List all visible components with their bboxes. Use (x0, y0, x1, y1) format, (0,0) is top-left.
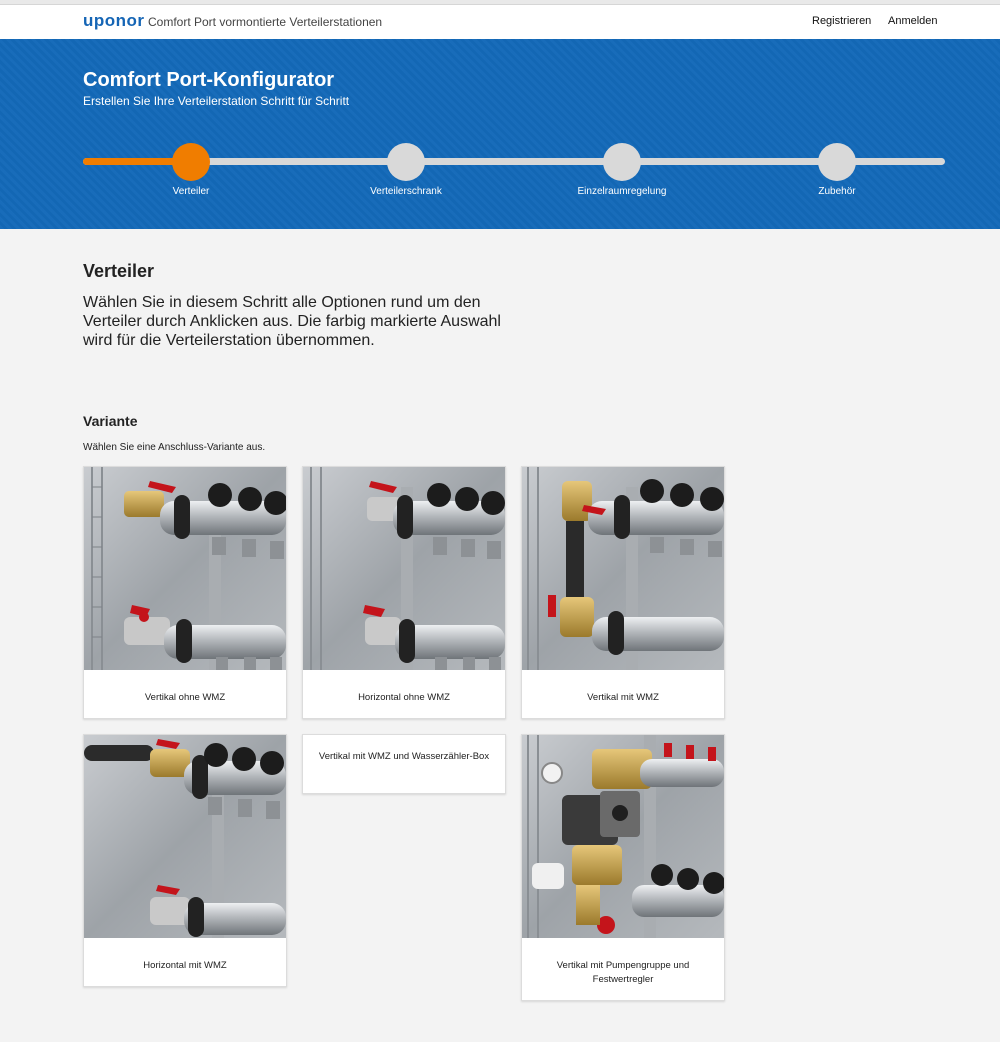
configurator-title: Comfort Port-Konfigurator (83, 69, 335, 91)
variant-label: Vertikal mit WMZ (587, 692, 659, 703)
variant-label: Horizontal mit WMZ (143, 960, 227, 971)
configurator-banner (0, 39, 1000, 229)
site-header (0, 5, 1000, 39)
variant-card-vertikal-ohne-wmz[interactable] (83, 466, 287, 719)
uponor-logo[interactable]: uponor (83, 11, 145, 30)
manifold-horizontal-wmz-image (84, 735, 286, 938)
variant-label: Vertikal mit WMZ und Wasserzähler-Box (318, 751, 490, 762)
step-dot-verteiler[interactable] (172, 143, 210, 181)
variant-label: Vertikal ohne WMZ (144, 692, 226, 703)
section-intro: Wählen Sie in diesem Schritt alle Optionen rund um den Verteiler durch Anklicken aus. Die farbig markierte Auswahl wird für die Verteilerstation übernommen. (83, 294, 501, 349)
step-label-verteilerschrank[interactable]: Verteilerschrank (370, 186, 442, 197)
step-dot-verteilerschrank[interactable] (387, 143, 425, 181)
manifold-pump-group-image (522, 735, 724, 938)
manifold-vertical-wmz-image (522, 467, 724, 670)
step-label-zubehoer[interactable]: Zubehör (818, 186, 856, 197)
variant-card-vertikal-mit-pumpengruppe[interactable] (521, 734, 725, 1001)
register-link[interactable]: Registrieren (812, 15, 872, 27)
step-dot-einzelraumregelung[interactable] (603, 143, 641, 181)
variant-hint: Wählen Sie eine Anschluss-Variante aus. (83, 442, 266, 453)
variant-card-horizontal-mit-wmz[interactable] (83, 734, 287, 987)
manifold-horizontal-image (303, 467, 505, 670)
variant-label: Vertikal mit Pumpengruppe und Festwertregler (556, 960, 690, 985)
variant-heading: Variante (83, 413, 138, 429)
variant-card-vertikal-mit-wmz[interactable] (521, 466, 725, 719)
variant-card-vertikal-mit-wmz-und-wasserzaehler-box[interactable] (302, 734, 506, 794)
site-title: Comfort Port vormontierte Verteilerstationen (148, 15, 383, 29)
configurator-subtitle: Erstellen Sie Ihre Verteilerstation Schritt für Schritt (83, 94, 350, 108)
variant-card-horizontal-ohne-wmz[interactable] (302, 466, 506, 719)
variant-label: Horizontal ohne WMZ (358, 692, 450, 703)
section-title: Verteiler (83, 261, 155, 281)
login-link[interactable]: Anmelden (888, 15, 938, 27)
step-dot-zubehoer[interactable] (818, 143, 856, 181)
manifold-vertical-image (84, 467, 286, 670)
step-label-verteiler[interactable]: Verteiler (172, 186, 210, 197)
progress-track (83, 158, 945, 165)
step-label-einzelraumregelung[interactable]: Einzelraumregelung (577, 186, 667, 197)
